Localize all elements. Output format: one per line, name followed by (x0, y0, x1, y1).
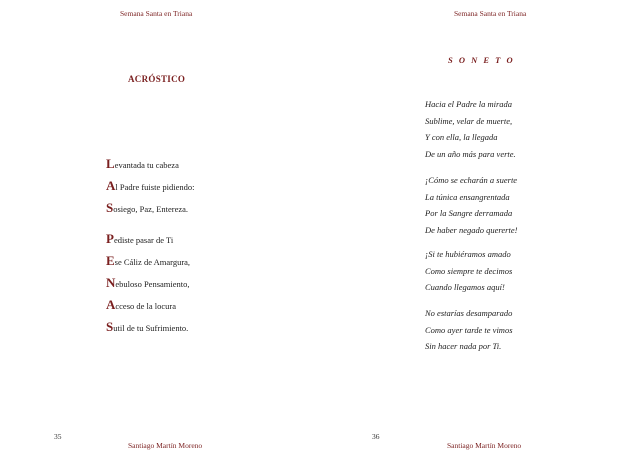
poem-title: ACRÓSTICO (128, 74, 186, 84)
poem-line: Sublime, velar de muerte, (425, 115, 513, 126)
acrostic-initial: S (106, 200, 114, 215)
acrostic-poem (106, 156, 306, 341)
line-text: osiego, Paz, Entereza. (113, 204, 189, 214)
poem-line (106, 200, 306, 222)
acrostic-initial: N (106, 275, 116, 290)
poem-line (106, 231, 306, 253)
acrostic-initial: E (106, 253, 115, 268)
stanza (425, 96, 516, 162)
line-text: evantada tu cabeza (114, 160, 179, 170)
poem-line: La túnica ensangrentada (425, 191, 510, 202)
running-footer: Santiago Martín Moreno (128, 441, 203, 450)
page-number: 35 (54, 432, 62, 441)
poem-line (106, 319, 306, 341)
acrostic-initial: A (106, 178, 116, 193)
line-text: ebuloso Pensamiento, (115, 279, 190, 289)
poem-line: De un año más para verte. (425, 148, 516, 159)
line-text: se Cáliz de Amargura, (114, 257, 191, 267)
acrostic-initial: P (106, 231, 114, 246)
poem-line: Sin hacer nada por Ti. (425, 341, 502, 351)
right-page (319, 0, 638, 451)
poem-line (106, 297, 306, 319)
running-header: Semana Santa en Triana (120, 9, 193, 18)
poem-line (106, 156, 306, 178)
line-text: ediste pasar de Ti (113, 235, 174, 245)
running-header: Semana Santa en Triana (454, 9, 527, 18)
poem-line: De haber negado quererte! (425, 224, 518, 235)
page-number: 36 (372, 432, 380, 441)
poem-line: Y con ella, la llegada (425, 132, 498, 142)
running-footer: Santiago Martín Moreno (447, 441, 522, 450)
stanza (425, 246, 512, 296)
poem-line: ¡Cómo se echarán a suerte (425, 175, 518, 185)
poem-line (106, 178, 306, 200)
poem-line: Como ayer tarde te vimos (425, 324, 513, 335)
poem-line (106, 253, 306, 275)
line-text: l Padre fuiste pidiendo: (115, 182, 195, 192)
line-text: cceso de la locura (115, 301, 177, 311)
acrostic-initial: S (106, 319, 114, 334)
poem-title: S O N E T O (448, 55, 515, 65)
poem-line (106, 275, 306, 297)
stanza (425, 305, 513, 355)
acrostic-initial: A (106, 297, 116, 312)
poem-line: Por la Sangre derramada (425, 208, 513, 218)
poem-line: No estarías desamparado (425, 308, 513, 318)
stanza (425, 172, 517, 238)
line-text: util de tu Sufrimiento. (113, 323, 189, 333)
poem-line: Cuando llegamos aquí! (425, 282, 505, 292)
poem-line: ¡Si te hubiéramos amado (425, 249, 511, 259)
poem-line: Como siempre te decimos (425, 265, 513, 276)
poem-line: Hacia el Padre la mirada (425, 99, 513, 109)
acrostic-initial: L (106, 156, 115, 171)
